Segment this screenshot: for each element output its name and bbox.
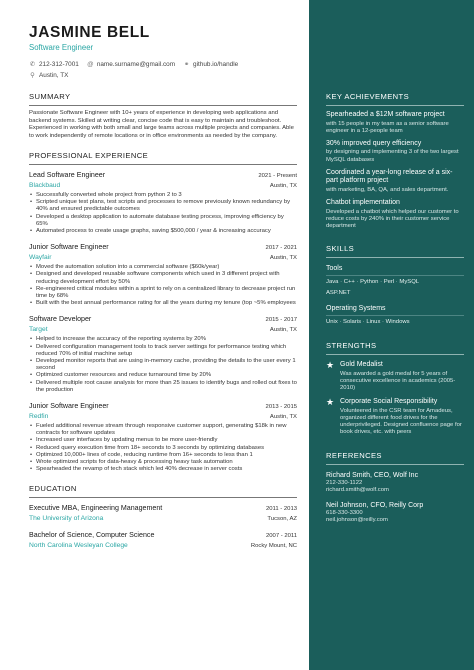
- references-section: [326, 451, 464, 525]
- reference-phone: 212-330-1122: [326, 479, 363, 486]
- education-subheader: [29, 513, 297, 523]
- job-subheader: [29, 180, 297, 190]
- job-bullet: • Automated process to create usage graphs, saving $500,000 / year & increasing accuracy: [29, 228, 297, 235]
- experience-list: [29, 171, 297, 473]
- education-dates: 2007 - 2011: [265, 533, 297, 540]
- strength-heading: Corporate Social Responsibility: [340, 398, 438, 406]
- achievement-text: by designing and implementing 3 of the two largest MySQL databases: [326, 149, 459, 163]
- company-name: Target: [29, 326, 48, 334]
- education-dates: 2011 - 2013: [265, 506, 297, 513]
- school-location: Rocky Mount, NC: [250, 543, 297, 550]
- degree-name: Executive MBA, Engineering Management: [29, 504, 163, 513]
- strength-item: [326, 398, 464, 436]
- job-title: Junior Software Engineer: [29, 243, 109, 252]
- achievements-list: [326, 111, 464, 230]
- references-heading: REFERENCES: [326, 451, 464, 465]
- star-icon: ★: [326, 360, 335, 371]
- job-dates: 2015 - 2017: [265, 317, 297, 324]
- job-bullet: • Fueled additional revenue stream through responsive customer support, generating $18k in new contracts for software updates: [29, 423, 297, 437]
- reference-name: Neil Johnson, CFO, Reilly Corp: [326, 501, 424, 509]
- contact-github[interactable]: ⚭ github.io/handle: [183, 61, 239, 68]
- achievement-item: [326, 140, 464, 164]
- skill-tag: · MySQL: [394, 279, 419, 285]
- job-bullet: • Designed and developed reusable software components which used in 3 different project with reducing development effort by 50%: [29, 271, 297, 285]
- summary-heading: SUMMARY: [29, 92, 297, 106]
- skill-tags-row: [326, 278, 464, 287]
- skills-section: [326, 244, 464, 327]
- reference-phone: 618-330-3300: [326, 509, 363, 516]
- job-entry: [29, 315, 297, 394]
- job-title: Lead Software Engineer: [29, 171, 106, 179]
- job-dates: 2013 - 2015: [265, 404, 297, 411]
- strength-text: Volunteered in the CSR team for Amadeus, organized different food drives for the underprivileged. Designed confluence page for book drives, etc. with peers: [340, 407, 462, 436]
- skill-group-divider: [326, 315, 464, 316]
- job-header: [29, 243, 297, 252]
- strength-text: Was awarded a gold medal for 5 years of consecutive excellence in academics (2005-2010): [340, 370, 456, 392]
- job-bullet: • Optimized 10,000+ lines of code, reducing runtime from 16+ seconds to less than 1: [29, 452, 297, 459]
- job-location: Austin, TX: [269, 414, 297, 421]
- reference-email[interactable]: richard.smith@wolf.com: [326, 487, 389, 494]
- education-heading: EDUCATION: [29, 484, 297, 498]
- strength-heading: Gold Medalist: [340, 361, 383, 369]
- education-header: [29, 531, 297, 540]
- reference-name: Richard Smith, CEO, Wolf Inc: [326, 471, 419, 479]
- job-bullet: • Wrote optimized scripts for data-heavy & processing heavy task automation: [29, 459, 297, 466]
- education-list: [29, 504, 297, 550]
- achievements-section: [326, 92, 464, 230]
- skill-tag: ASP.NET: [326, 290, 351, 297]
- skill-tag: · Windows: [380, 319, 409, 325]
- job-entry: [29, 402, 297, 473]
- skills-heading: SKILLS: [326, 244, 464, 258]
- job-bullet: • Moved the automation solution into a commercial software ($60k/year): [29, 264, 297, 271]
- star-icon: ★: [326, 397, 335, 408]
- job-bullets: [29, 264, 297, 307]
- job-role: Software Engineer: [29, 43, 94, 52]
- job-bullet: • Developed monitor reports that are using in-memory cache, providing the details to the user every 1 second: [29, 358, 297, 372]
- strength-item: [326, 361, 464, 392]
- company-name: Blackbaud: [29, 182, 61, 189]
- strength-body: [340, 361, 464, 392]
- achievements-heading: KEY ACHIEVEMENTS: [326, 92, 464, 106]
- school-location: Tucson, AZ: [267, 516, 297, 523]
- job-bullet: • Successfully converted whole project from python 2 to 3: [29, 192, 297, 199]
- job-header: [29, 402, 297, 411]
- company-name: Wayfair: [29, 254, 52, 262]
- strengths-section: [326, 341, 464, 436]
- job-bullet: • Scripted unique test plans, test scripts and processes to remove previously known redundancy by 40% and ensured predictable outcomes: [29, 199, 297, 213]
- skill-tag: · Perl: [378, 279, 394, 285]
- summary-text: Passionate Software Engineer with 10+ years of experience in developing web applications and backend systems. Skilled at writing clear, concise code that is easy to maintain and troubleshoot. Experienced in working with both small and large teams across multiple projects and companies. Able to work independently of remote locations or in office environments as needed by the company.: [29, 110, 294, 139]
- job-subheader: [29, 252, 297, 262]
- skill-group-heading: Tools: [326, 265, 343, 273]
- job-header: [29, 171, 297, 180]
- job-bullet: • Re-engineered critical modules within a sprint to rely on a centralized library to decrease project run time by 68%: [29, 286, 297, 300]
- strength-body: [340, 398, 464, 436]
- job-bullet: • Optimized customer resources and reduce turnaround time by 20%: [29, 372, 297, 379]
- contact-phone: ✆ 212-312-7001: [29, 61, 79, 68]
- skill-tag: · Solaris: [338, 319, 361, 325]
- job-location: Austin, TX: [269, 183, 297, 189]
- location-icon: ⚲: [30, 72, 35, 79]
- skill-tag: Unix: [326, 319, 338, 326]
- job-dates: 2021 - Present: [258, 173, 297, 179]
- phone-icon: ✆: [29, 61, 36, 68]
- job-bullet: • Helped to increase the accuracy of the reporting systems by 20%: [29, 336, 297, 343]
- reference-item: [326, 471, 464, 495]
- contact-email[interactable]: @ name.surname@gmail.com: [87, 61, 176, 68]
- link-icon: ⚭: [183, 61, 190, 68]
- skill-tag: · Python: [355, 279, 379, 285]
- achievement-item: [326, 199, 464, 230]
- job-bullet: • Delivered configuration management tools to track server settings for performance testing which reduced 70% of initial machine setup: [29, 344, 297, 358]
- achievement-heading: Spearheaded a $12M software project: [326, 111, 445, 118]
- skills-list: [326, 264, 464, 327]
- resume-sidebar: [309, 0, 474, 670]
- achievement-text: with marketing, BA, QA, and sales department.: [326, 186, 449, 193]
- achievement-item: [326, 111, 464, 135]
- job-header: [29, 315, 297, 324]
- job-bullet: • Reduced query execution time from 18+ seconds to 3 seconds by optimizing databases: [29, 445, 297, 452]
- skill-tag: Java: [326, 279, 339, 286]
- job-bullet: • Increased user interfaces by updating menus to be more user-friendly: [29, 437, 297, 444]
- reference-item: [326, 501, 464, 525]
- job-title: Junior Software Engineer: [29, 402, 109, 411]
- job-entry: [29, 243, 297, 307]
- job-subheader: [29, 324, 297, 334]
- education-subheader: [29, 540, 297, 550]
- at-icon: @: [87, 61, 94, 68]
- job-bullet: • Developed a desktop application to automate database testing process, improving efficiency by 65%: [29, 214, 297, 228]
- job-subheader: [29, 411, 297, 421]
- job-location: Austin, TX: [269, 327, 297, 334]
- contact-info: [29, 59, 297, 81]
- achievement-heading: Chatbot implementation: [326, 199, 400, 207]
- education-entry: [29, 531, 297, 550]
- skill-tags-row: [326, 318, 464, 327]
- achievement-text: with 15 people in my team as a senior software engineer in a 12-people team: [326, 120, 449, 134]
- skill-group-heading: Operating Systems: [326, 305, 386, 313]
- strengths-list: [326, 361, 464, 436]
- job-bullet: • Built with the best annual performance rating for all the years during my tenure (top ~5% employees: [29, 300, 297, 307]
- skill-group-divider: [326, 275, 464, 276]
- job-bullets: [29, 336, 297, 394]
- company-name: Redfin: [29, 413, 49, 421]
- skill-tag: · C++: [338, 279, 354, 285]
- experience-heading: PROFESSIONAL EXPERIENCE: [29, 151, 297, 165]
- achievement-item: [326, 169, 464, 194]
- achievement-heading: Coordinated a year-long release of a six-part platform project: [326, 168, 453, 185]
- achievement-text: Developed a chatbot which helped our customer to reduce costs by 240% in their customer service department: [326, 208, 459, 229]
- school-name: North Carolina Wesleyan College: [29, 542, 128, 550]
- job-bullet: • Spearheaded the revamp of tech stack which led 40% decrease in server costs: [29, 466, 297, 473]
- job-bullets: [29, 192, 297, 235]
- skill-tag: · Linux: [361, 319, 380, 325]
- full-name: JASMINE BELL: [29, 24, 150, 41]
- job-dates: 2017 - 2021: [265, 245, 297, 252]
- strengths-heading: STRENGTHS: [326, 341, 464, 355]
- job-bullets: [29, 423, 297, 473]
- skill-tags-row: [326, 289, 464, 298]
- school-name: The University of Arizona: [29, 515, 104, 523]
- job-location: Austin, TX: [269, 255, 297, 262]
- education-entry: [29, 504, 297, 523]
- job-entry: [29, 171, 297, 235]
- job-title: Software Developer: [29, 315, 92, 324]
- achievement-heading: 30% improved query efficiency: [326, 139, 422, 147]
- references-list: [326, 471, 464, 525]
- reference-email[interactable]: neil.johnson@reilly.com: [326, 517, 388, 524]
- contact-location: ⚲ Austin, TX: [30, 72, 69, 79]
- degree-name: Bachelor of Science, Computer Science: [29, 531, 155, 540]
- education-header: [29, 504, 297, 513]
- job-bullet: • Delivered multiple root cause analysis for more than 25 issues to identify bugs and rolled out fixes to the production: [29, 380, 297, 394]
